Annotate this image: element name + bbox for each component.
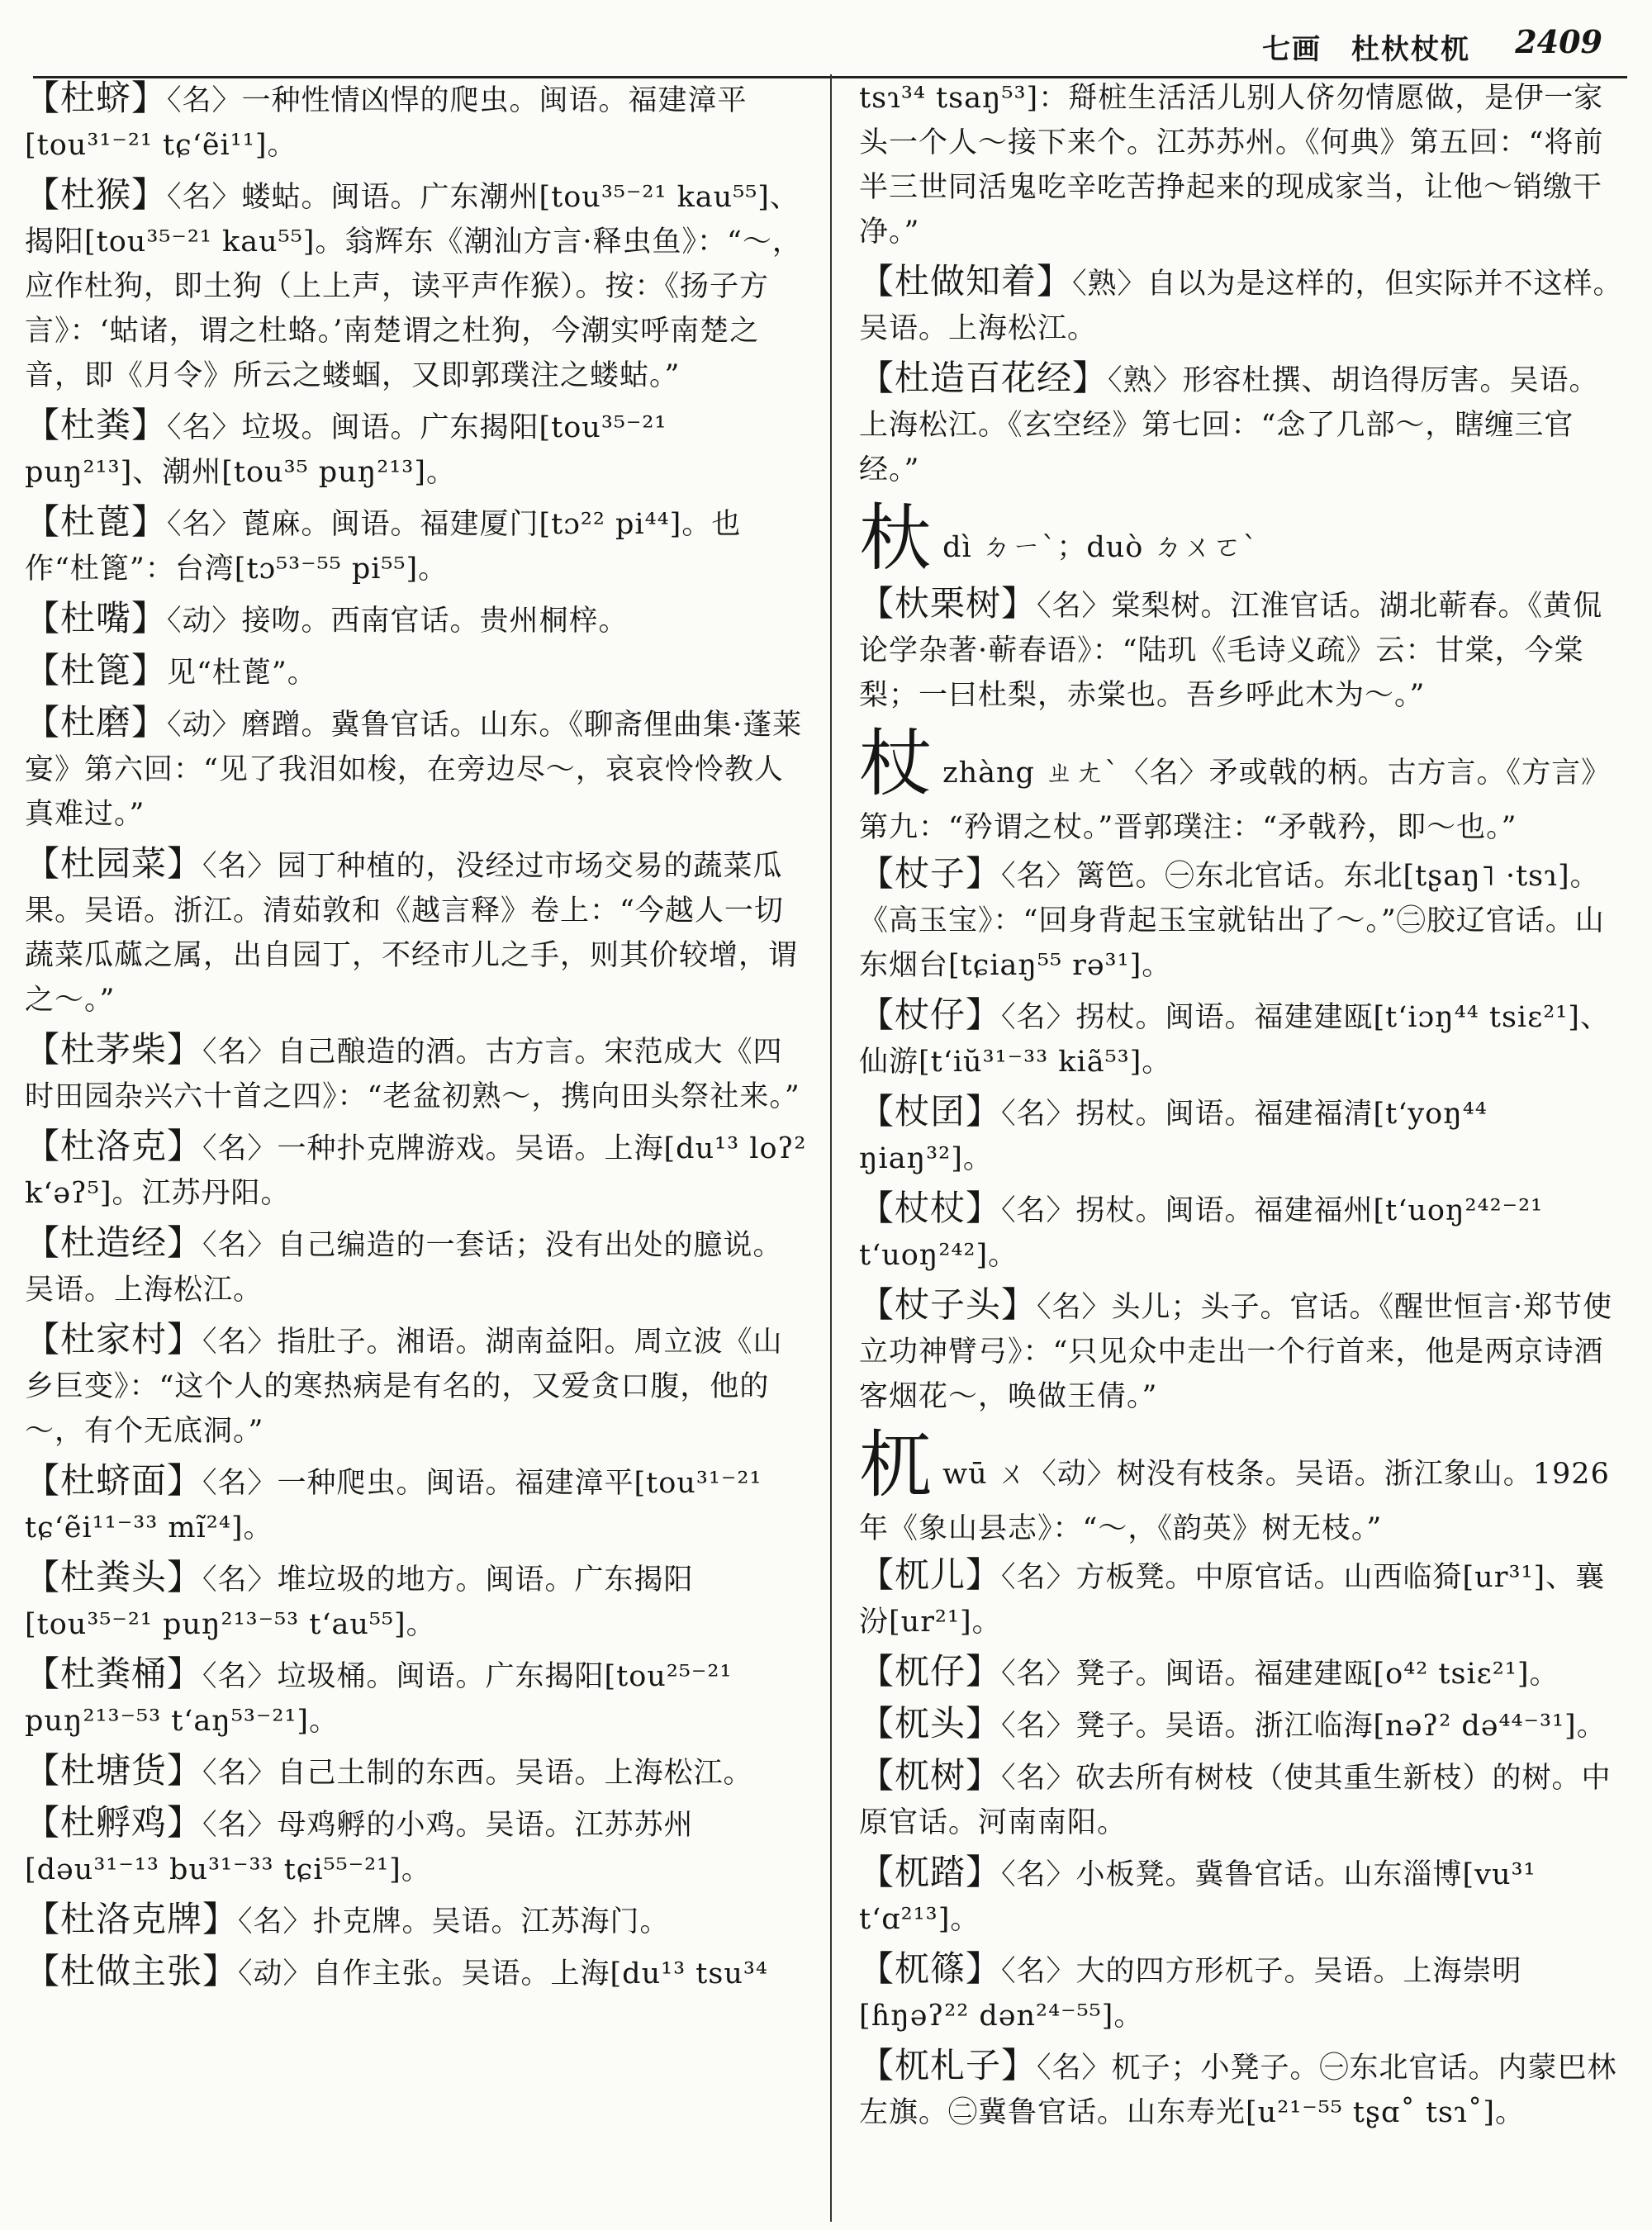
character-entry [859,1424,1627,1551]
dictionary-entry [859,259,1627,351]
entry-headword: 【杖仔】 [859,994,1002,1035]
entry-headword: 【杜粪桶】 [25,1654,203,1694]
entry-definition: 〈动〉自作主张。吴语。上海[du¹³ tsu³⁴ [238,1957,768,1990]
page-number: 2409 [1515,23,1602,60]
entry-definition: 见“杜蓖”。 [167,657,317,690]
dictionary-entry [859,1947,1627,2038]
entry-definition: 〈名〉垃圾桶。闽语。广东揭阳[tou²⁵⁻²¹ puŋ²¹³⁻⁵³ tʻaŋ⁵³⁻²¹]。 [25,1660,733,1738]
entry-headword: 【杜嘴】 [25,598,168,638]
entry-definition: 〈名〉头儿；头子。官话。《醒世恒言·郑节使立功神臂弓》：“只见众中走出一个行首来，他是两京诗酒客烟花～，唤做王倩。” [859,1291,1613,1413]
entry-definition: 〈名〉棠梨树。江淮官话。湖北蕲春。《黄侃论学杂著·蕲春语》：“陆玑《毛诗义疏》云：甘棠，今棠梨；一曰杜梨，赤棠也。吾乡呼此木为～。” [859,590,1603,712]
dictionary-entry [25,596,809,643]
entry-headword: 【杜造经】 [25,1222,203,1263]
entry-definition: 〈动〉接吻。西南官话。贵州桐梓。 [167,605,629,638]
entry-definition: 〈名〉园丁种植的，没经过市场交易的蔬菜瓜果。吴语。浙江。清茹敦和《越言释》卷上：“今越人一切蔬菜瓜蓏之属，出自园丁，不经市儿之手，则其价较增，谓之～。” [25,850,799,1017]
entry-definition: 〈名〉拐杖。闽语。福建建瓯[tʻiɔŋ⁴⁴ tsiɛ²¹]、仙游[tʻiŭ³¹⁻³³ kiã⁵³]。 [859,1001,1610,1079]
entry-headword: 【杜粪头】 [25,1557,203,1597]
dictionary-entry [25,76,809,168]
entry-definition: 〈名〉杌子；小凳子。㊀东北官话。内蒙巴林左旗。㊁冀鲁官话。山东寿光[u²¹⁻⁵⁵ tʂɑ˚ tsɿ˚]。 [859,2052,1617,2129]
entry-headword: 【杜蛴】 [25,78,168,118]
entry-continuation [859,76,1627,254]
dictionary-entry [25,1801,809,1892]
entry-headword: 【杌踏】 [859,1852,1002,1892]
entry-headword: 【杜猴】 [25,174,168,215]
entry-definition: 〈名〉指肚子。湘语。湖南益阳。周立波《山乡巨变》：“这个人的寒热病是有名的，又爱贪口腹，他的～，有个无底洞。” [25,1326,783,1448]
column-divider [830,74,832,2222]
entry-definition: 〈名〉自己土制的东西。吴语。上海松江。 [202,1757,753,1790]
left-column [25,76,809,2001]
dictionary-entry [25,500,809,591]
dictionary-entry [25,1949,809,1996]
entry-headword: 【杜篦】 [25,650,168,690]
dictionary-entry [859,1649,1627,1696]
entry-definition: tsɿ³⁴ tsaŋ⁵³]：搿桩生活活儿别人侪勿情愿做，是伊一家头一个人～接下来个。江苏苏州。《何典》第五回：“将前半三世同活鬼吃辛吃苦挣起来的现成家当，让他～销缴干净。” [859,82,1604,249]
entry-definition: 〈熟〉形容杜撰、胡诌得厉害。吴语。上海松江。《玄空经》第七回：“念了几部～，瞎缠三官经。” [859,364,1599,486]
dictionary-entry [25,1748,809,1796]
entry-headword: 【杖杖】 [859,1188,1002,1228]
entry-definition: 〈名〉堆垃圾的地方。闽语。广东揭阳[tou³⁵⁻²¹ puŋ²¹³⁻⁵³ tʻau⁵⁵]。 [25,1563,694,1641]
dictionary-entry [25,1221,809,1312]
entry-definition: 〈名〉自己酿造的酒。古方言。宋范成大《四时田园杂兴六十首之四》：“老盆初熟～，携向田头祭社来。” [25,1036,800,1113]
dictionary-entry [25,1124,809,1216]
dictionary-entry [859,1186,1627,1278]
right-column [859,76,1627,2140]
entry-headword: 【杖囝】 [859,1091,1002,1132]
head-character: 杌 [859,1422,933,1507]
entry-definition: 〈名〉蓖麻。闽语。福建厦门[tɔ²² pi⁴⁴]。也作“杜篦”：台湾[tɔ⁵³⁻⁵⁵ pi⁵⁵]。 [25,508,742,586]
dictionary-entry [25,1027,809,1119]
entry-headword: 【杜做主张】 [25,1951,239,1991]
entry-headword: 【杜塘货】 [25,1750,203,1791]
entry-definition: 〈名〉母鸡孵的小鸡。吴语。江苏苏州[dəu³¹⁻¹³ bu³¹⁻³³ tɕi⁵⁵⁻²¹]。 [25,1809,694,1886]
dictionary-entry [25,1652,809,1744]
entry-definition: 〈名〉拐杖。闽语。福建福州[tʻuoŋ²⁴²⁻²¹ tʻuoŋ²⁴²]。 [859,1194,1544,1272]
dictionary-entry [859,1701,1627,1748]
character-definition: wū ㄨ〈动〉树没有枝条。吴语。浙江象山。1926年《象山县志》：“～，《韵英》树无枝。” [859,1458,1610,1545]
dictionary-entry [25,1897,809,1944]
entry-definition: 〈名〉凳子。吴语。浙江临海[nəʔ² də⁴⁴⁻³¹]。 [1001,1710,1607,1743]
dictionary-entry [25,1459,809,1550]
dictionary-entry [859,1553,1627,1644]
entry-definition: 〈名〉凳子。闽语。福建建瓯[o⁴² tsiɛ²¹]。 [1001,1658,1559,1691]
entry-definition: 〈名〉一种性情凶悍的爬虫。闽语。福建漳平[tou³¹⁻²¹ tɕʻẽi¹¹]。 [25,84,748,162]
entry-headword: 【杖子】 [859,853,1002,894]
entry-headword: 【杜洛克】 [25,1126,203,1166]
entry-headword: 【杜孵鸡】 [25,1802,203,1843]
entry-definition: 〈名〉篱笆。㊀东北官话。东北[tʂaŋ˥ ·tsɿ]。《高玉宝》：“回身背起玉宝就钻出了～。”㊁胶辽官话。山东烟台[tɕiaŋ⁵⁵ rə³¹]。 [859,860,1605,982]
dictionary-entry [25,1317,809,1454]
dictionary-entry [25,842,809,1022]
entry-headword: 【杌头】 [859,1703,1002,1744]
entry-headword: 【杜洛克牌】 [25,1899,239,1939]
dictionary-entry [859,1283,1627,1419]
dictionary-entry [859,356,1627,492]
entry-definition: 〈名〉大的四方形杌子。吴语。上海崇明[ɦŋəʔ²² dən²⁴⁻⁵⁵]。 [859,1955,1522,2033]
entry-headword: 【杜家村】 [25,1319,203,1359]
entry-headword: 【杜园菜】 [25,843,203,884]
character-entry [859,723,1627,850]
entry-definition: 〈名〉砍去所有树枝（使其重生新枝）的树。中原官话。河南南阳。 [859,1762,1612,1839]
dictionary-entry [859,1089,1627,1181]
entry-definition: 〈名〉一种扑克牌游戏。吴语。上海[du¹³ loʔ² kʻəʔ⁵]。江苏丹阳。 [25,1132,807,1210]
dictionary-entry [859,1850,1627,1942]
entry-headword: 【杜蛴面】 [25,1460,203,1501]
head-character: 杖 [859,721,933,806]
character-definition: zhàng ㄓㄤˋ〈名〉矛或戟的柄。古方言。《方言》第九：“矜谓之杖。”晋郭璞注：“矛戟矜，即～也。” [859,757,1612,844]
entry-headword: 【杜茅柴】 [25,1029,203,1070]
entry-definition: 〈名〉垃圾。闽语。广东揭阳[tou³⁵⁻²¹ puŋ²¹³]、潮州[tou³⁵ puŋ²¹³]。 [25,411,667,489]
entry-headword: 【杜蓖】 [25,501,168,542]
dictionary-entry [25,173,809,398]
entry-headword: 【杜造百花经】 [859,358,1108,398]
entry-definition: 〈名〉蝼蛄。闽语。广东潮州[tou³⁵⁻²¹ kau⁵⁵]、揭阳[tou³⁵⁻²¹ kau⁵⁵]。翁辉东《潮汕方言·释虫鱼》：“～，应作杜狗，即土狗（上上声，读平声作猴）。按：《扬子方言》：‘蛄诸，谓之杜蛒。’南楚谓之杜狗，今潮实呼南楚之音，即《月令》所云之蝼蝈，又即郭璞注之蝼蛄。” [25,181,802,392]
dictionary-entry [25,648,809,695]
entry-definition: 〈名〉一种爬虫。闽语。福建漳平[tou³¹⁻²¹ tɕʻẽi¹¹⁻³³ mĩ²⁴]。 [25,1467,762,1544]
head-character: 杕 [859,496,933,581]
entry-headword: 【杌仔】 [859,1651,1002,1691]
entry-definition: 〈名〉拐杖。闽语。福建福清[tʻyoŋ⁴⁴ ŋiaŋ³²]。 [859,1098,1488,1175]
entry-headword: 【杌树】 [859,1755,1002,1796]
entry-headword: 【杜粪】 [25,405,168,445]
character-definition: dì ㄉㄧˋ；duò ㄉㄨㄛˋ [933,531,1259,564]
entry-headword: 【杌札子】 [859,2045,1037,2085]
dictionary-entry [859,2043,1627,2135]
entry-definition: 〈动〉磨蹭。冀鲁官话。山东。《聊斋俚曲集·蓬莱宴》第六回：“见了我泪如梭，在旁边尽～，哀哀怜怜教人真难过。” [25,709,803,831]
running-head: 七画 杜杕杖杌 [1262,33,1470,66]
entry-headword: 【杖子头】 [859,1284,1037,1325]
dictionary-entry [25,403,809,495]
dictionary-entry [25,700,809,837]
dictionary-entry [25,1555,809,1647]
entry-definition: 〈名〉方板凳。中原官话。山西临猗[ur³¹]、襄汾[ur²¹]。 [859,1561,1606,1639]
dictionary-entry [859,581,1627,718]
dictionary-entry [859,852,1627,988]
entry-definition: 〈名〉自己编造的一套话；没有出处的臆说。吴语。上海松江。 [25,1229,783,1307]
character-entry [859,497,1627,580]
dictionary-entry [859,1753,1627,1845]
dictionary-entry [859,993,1627,1084]
entry-definition: 〈熟〉自以为是这样的，但实际并不这样。吴语。上海松江。 [859,268,1623,345]
entry-definition: 〈名〉扑克牌。吴语。江苏海门。 [238,1905,670,1938]
entry-headword: 【杌篠】 [859,1948,1002,1989]
entry-definition: 〈名〉小板凳。冀鲁官话。山东淄博[vu³¹ tʻɑ²¹³]。 [859,1858,1536,1936]
entry-headword: 【杜做知着】 [859,261,1073,301]
entry-headword: 【杜磨】 [25,702,168,743]
entry-headword: 【杕栗树】 [859,583,1037,624]
entry-headword: 【杌儿】 [859,1554,1002,1595]
page-header [0,18,1652,76]
